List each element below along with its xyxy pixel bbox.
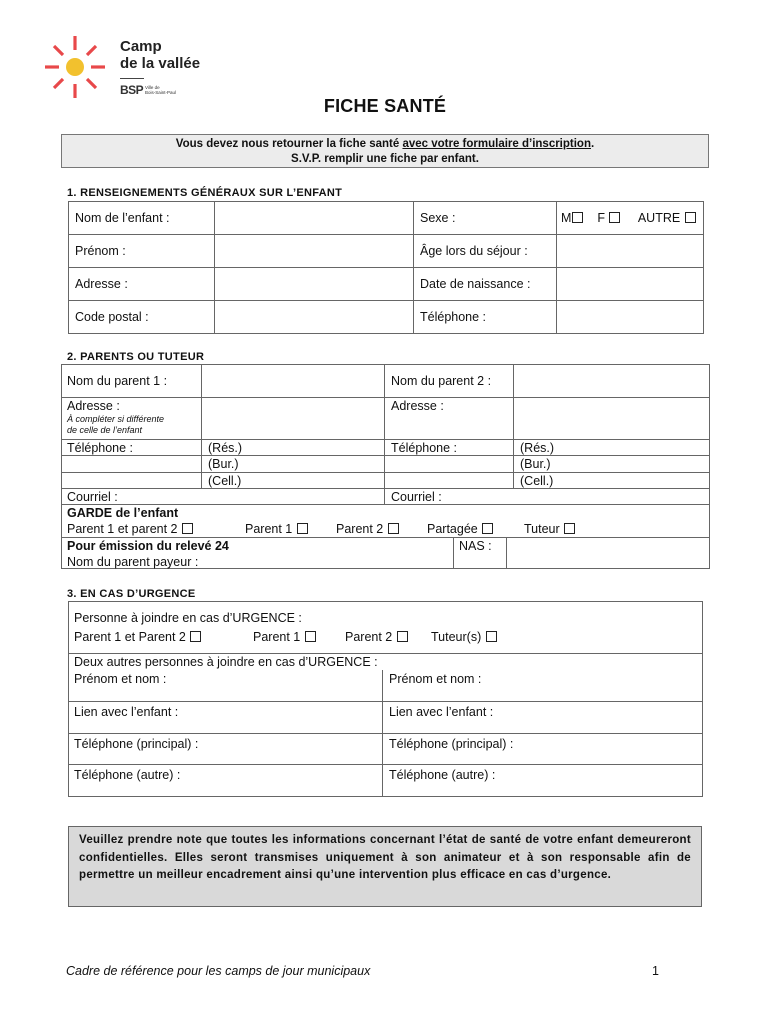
label-prenom: Prénom : xyxy=(69,235,215,268)
section2-title: 2. PARENTS OU TUTEUR xyxy=(67,351,205,363)
input-telephone[interactable] xyxy=(557,301,704,334)
sexe-f-label: F xyxy=(597,211,605,225)
garde-checkbox[interactable] xyxy=(182,523,193,534)
urgence-option-0[interactable] xyxy=(74,630,201,644)
tel1-cell[interactable]: (Cell.) xyxy=(208,474,242,488)
sexe-autre-checkbox[interactable] xyxy=(685,212,696,223)
urgence-checkbox[interactable] xyxy=(305,631,316,642)
garde-option-2[interactable] xyxy=(336,522,399,536)
section1-table xyxy=(68,201,704,334)
notice-underlined: avec votre formulaire d’inscription xyxy=(402,138,591,150)
logo-line1: Camp xyxy=(120,38,162,55)
section1-title: 1. RENSEIGNEMENTS GÉNÉRAUX SUR L’ENFANT xyxy=(67,187,343,199)
adresse-note: À compléter si différente de celle de l’enfant xyxy=(67,414,165,435)
urgence-option-label: Parent 2 xyxy=(345,630,393,644)
sexe-m-label: M xyxy=(561,211,572,225)
label-age: Âge lors du séjour : xyxy=(414,235,557,268)
label-code-postal: Code postal : xyxy=(69,301,215,334)
contact1-tel-autre[interactable]: Téléphone (autre) : xyxy=(74,768,181,782)
garde-option-label: Parent 1 xyxy=(245,522,293,536)
urgence-checkbox[interactable] xyxy=(486,631,497,642)
label-nom-parent2: Nom du parent 2 : xyxy=(391,374,492,388)
notice-line2: S.V.P. remplir une fiche par enfant. xyxy=(291,153,479,165)
footer-text: Cadre de référence pour les camps de jour municipaux xyxy=(66,964,371,978)
urgence-option-label: Parent 1 et Parent 2 xyxy=(74,630,186,644)
garde-option-1[interactable] xyxy=(245,522,308,536)
page-number: 1 xyxy=(652,964,659,978)
garde-option-label: Parent 2 xyxy=(336,522,384,536)
label-nom-enfant: Nom de l’enfant : xyxy=(69,202,215,235)
logo-line2: de la vallée xyxy=(120,55,201,72)
urgence-option-3[interactable] xyxy=(431,630,497,644)
garde-checkbox[interactable] xyxy=(297,523,308,534)
logo-divider xyxy=(120,78,144,79)
urgence-option-1[interactable] xyxy=(253,630,316,644)
notice-period: . xyxy=(590,138,595,150)
garde-option-0[interactable] xyxy=(67,522,193,536)
section3-title: 3. EN CAS D’URGENCE xyxy=(67,588,196,600)
input-adresse-parent2[interactable] xyxy=(514,398,709,439)
garde-option-3[interactable] xyxy=(427,522,493,536)
logo-bsp: BSP xyxy=(120,83,144,97)
garde-option-4[interactable] xyxy=(524,522,575,536)
sexe-autre-label: AUTRE xyxy=(637,211,681,225)
contact2-tel-principal[interactable]: Téléphone (principal) : xyxy=(389,737,514,751)
contact2-tel-autre[interactable]: Téléphone (autre) : xyxy=(389,768,496,782)
urgence-option-2[interactable] xyxy=(345,630,408,644)
label-adresse: Adresse : xyxy=(69,268,215,301)
garde-option-label: Parent 1 et parent 2 xyxy=(67,522,178,536)
contact2-lien[interactable]: Lien avec l’enfant : xyxy=(389,705,494,719)
input-nom-parent2[interactable] xyxy=(514,365,709,397)
label-sexe: Sexe : xyxy=(414,202,557,235)
logo-bsp-subtitle: Ville de Bois-Saint-Paul xyxy=(145,85,177,95)
label-adresse-parent1: Adresse : xyxy=(67,399,120,413)
garde-checkbox[interactable] xyxy=(482,523,493,534)
urgence-personne-label: Personne à joindre en cas d’URGENCE : xyxy=(74,611,302,625)
document-title: FICHE SANTÉ xyxy=(323,96,447,116)
garde-checkbox[interactable] xyxy=(564,523,575,534)
label-telephone-parent2: Téléphone : xyxy=(391,441,458,455)
contact2-prenom-nom[interactable]: Prénom et nom : xyxy=(389,672,482,686)
label-telephone-parent1: Téléphone : xyxy=(67,441,134,455)
label-courriel-parent2: Courriel : xyxy=(391,490,442,504)
urgence-option-label: Parent 1 xyxy=(253,630,301,644)
garde-title: GARDE de l’enfant xyxy=(67,506,179,520)
input-adresse-parent1[interactable] xyxy=(202,398,384,439)
sexe-options xyxy=(557,202,704,235)
notice-text: Vous devez nous retourner la fiche santé xyxy=(175,138,403,150)
notice-box xyxy=(61,134,709,168)
input-date-naissance[interactable] xyxy=(557,268,704,301)
tel1-bur[interactable]: (Bur.) xyxy=(208,457,239,471)
input-nas[interactable] xyxy=(507,538,709,568)
label-courriel-parent1: Courriel : xyxy=(67,490,118,504)
input-prenom[interactable] xyxy=(215,235,414,268)
label-nom-payeur: Nom du parent payeur : xyxy=(67,555,199,569)
input-age[interactable] xyxy=(557,235,704,268)
label-date-naissance: Date de naissance : xyxy=(414,268,557,301)
tel2-cell[interactable]: (Cell.) xyxy=(520,474,554,488)
confidential-note: Veuillez prendre note que toutes les informations concernant l’état de santé de votre enfant demeureront confidentielles. Elles seront transmises uniquement à son animateur et à son responsable afin de permettre un meilleur encadrement ainsi qu’une intervention plus efficace en cas d’urgence. xyxy=(68,826,702,907)
urgence-checkbox[interactable] xyxy=(397,631,408,642)
label-adresse-parent2: Adresse : xyxy=(391,399,444,413)
input-adresse[interactable] xyxy=(215,268,414,301)
sexe-f-checkbox[interactable] xyxy=(609,212,620,223)
input-nom-parent1[interactable] xyxy=(202,365,384,397)
urgence-option-label: Tuteur(s) xyxy=(431,630,482,644)
logo-sun-icon xyxy=(44,34,106,100)
tel1-res[interactable]: (Rés.) xyxy=(208,441,243,455)
label-nas: NAS : xyxy=(459,539,492,553)
garde-checkbox[interactable] xyxy=(388,523,399,534)
contact1-prenom-nom[interactable]: Prénom et nom : xyxy=(74,672,167,686)
deux-autres-label: Deux autres personnes à joindre en cas d’URGENCE : xyxy=(74,655,378,669)
garde-option-label: Partagée xyxy=(427,522,478,536)
contact1-tel-principal[interactable]: Téléphone (principal) : xyxy=(74,737,199,751)
logo-wordmark xyxy=(120,38,200,72)
urgence-checkbox[interactable] xyxy=(190,631,201,642)
label-telephone: Téléphone : xyxy=(414,301,557,334)
garde-option-label: Tuteur xyxy=(524,522,560,536)
input-code-postal[interactable] xyxy=(215,301,414,334)
tel2-res[interactable]: (Rés.) xyxy=(520,441,555,455)
tel2-bur[interactable]: (Bur.) xyxy=(520,457,551,471)
label-nom-parent1: Nom du parent 1 : xyxy=(67,374,168,388)
contact1-lien[interactable]: Lien avec l’enfant : xyxy=(74,705,179,719)
sexe-m-checkbox[interactable] xyxy=(572,212,583,223)
input-nom-enfant[interactable] xyxy=(215,202,414,235)
releve-title: Pour émission du relevé 24 xyxy=(67,539,229,553)
